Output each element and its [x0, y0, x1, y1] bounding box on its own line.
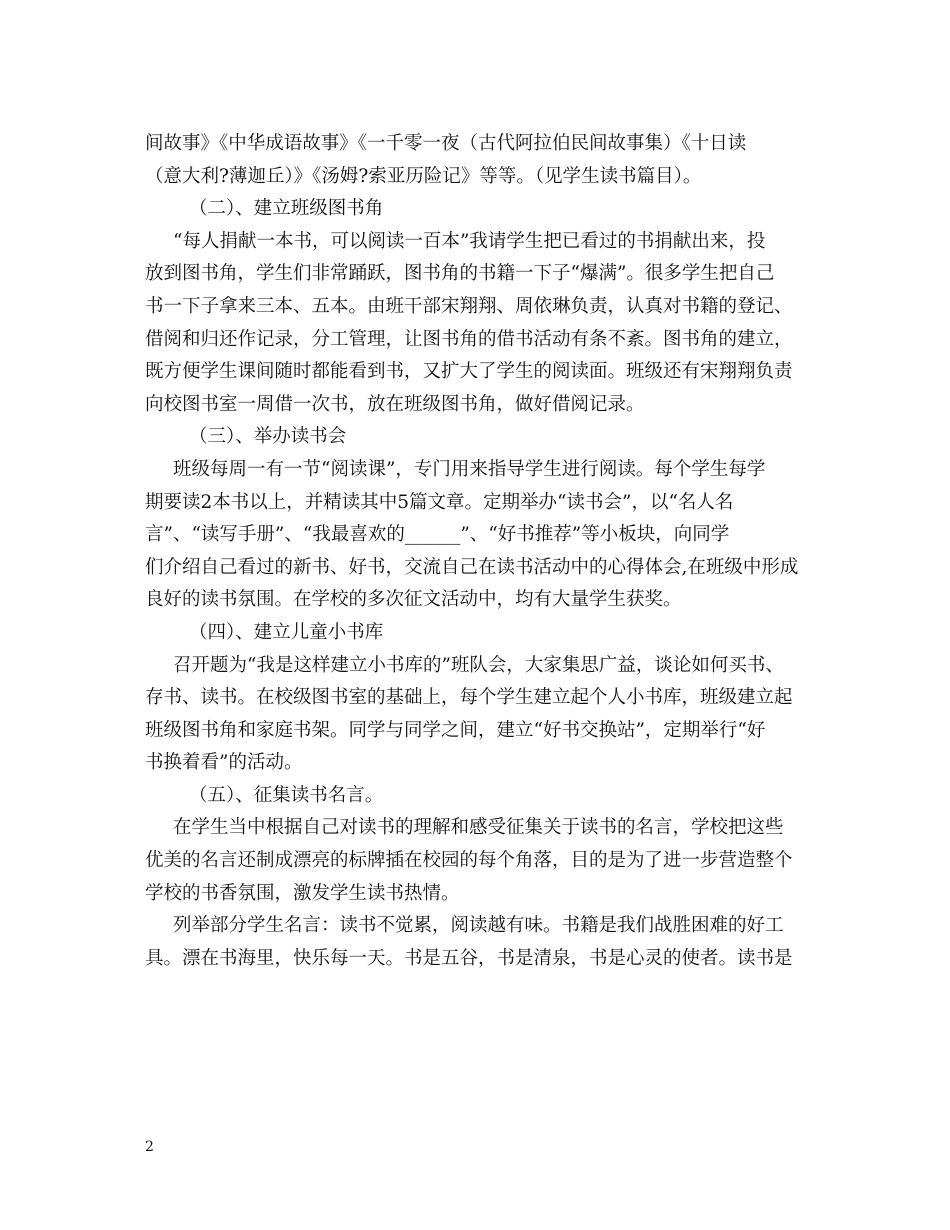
text-line: 既方便学生课间随时都能看到书，又扩大了学生的阅读面。班级还有宋翔翔负责	[145, 361, 793, 383]
text-line: 班级图书角和家庭书架。同学与同学之间，建立“好书交换站”，定期举行“好	[145, 719, 766, 741]
text-line: 具。漂在书海里，快乐每一天。书是五谷，书是清泉，书是心灵的使者。读书是	[145, 947, 793, 969]
text-line: 良好的读书氛围。在学校的多次征文活动中，均有大量学生获奖。	[145, 589, 682, 611]
text-line: 召开题为“我是这样建立小书库的”班队会，大家集思广益，谈论如何买书、	[173, 654, 784, 676]
text-line: 们介绍自己看过的新书、好书，交流自己在读书活动中的心得体会,在班级中形成	[145, 556, 799, 578]
section-heading: （二）、建立班级图书角	[189, 198, 384, 220]
section-heading: （四）、建立儿童小书库	[189, 621, 384, 643]
text-line: 学校的书香氛围，激发学生读书热情。	[145, 882, 460, 904]
text-line: 列举部分学生名言：读书不觉累，阅读越有味。书籍是我们战胜困难的好工	[173, 915, 784, 937]
section-heading: （五）、征集读书名言。	[189, 784, 384, 806]
text-line: 存书、读书。在校级图书室的基础上，每个学生建立起个人小书库，班级建立起	[145, 687, 793, 709]
page-number: 2	[145, 1139, 154, 1155]
text-line: 间故事》《中华成语故事》《一千零一夜（古代阿拉伯民间故事集）《十日读	[145, 133, 747, 154]
text-line: “每人捐献一本书，可以阅读一百本”我请学生把已看过的书捐献出来，投	[173, 230, 766, 252]
text-line: 放到图书角，学生们非常踊跃，图书角的书籍一下子“爆满”。很多学生把自己	[145, 263, 775, 285]
text-line: 书一下子拿来三本、五本。由班干部宋翔翔、周依琳负责，认真对书籍的登记、	[145, 295, 793, 317]
text-line: 优美的名言还制成漂亮的标牌插在校园的每个角落，目的是为了进一步营造整个	[145, 850, 793, 872]
section-heading: （三）、举办读书会	[189, 426, 347, 448]
text-line: 在学生当中根据自己对读书的理解和感受征集关于读书的名言，学校把这些	[173, 817, 784, 839]
text-line: 言”、“读写手册”、“我最喜欢的______”、“好书推荐”等小板块，向同学	[145, 524, 730, 546]
text-line: 期要读2本书以上，并精读其中5篇文章。定期举办“读书会”，以“名人名	[145, 491, 734, 513]
text-line: （意大利?薄迦丘）》《汤姆?索亚历险记》等等。（见学生读书篇目）。	[145, 165, 702, 187]
text-line: 向校图书室一周借一次书，放在班级图书角，做好借阅记录。	[145, 393, 645, 415]
body-text	[145, 128, 805, 975]
text-line: 书换着看”的活动。	[145, 752, 303, 774]
text-line: 借阅和归还作记录，分工管理，让图书角的借书活动有条不紊。图书角的建立，	[145, 328, 793, 350]
text-line: 班级每周一有一节“阅读课”，专门用来指导学生进行阅读。每个学生每学	[173, 458, 766, 480]
